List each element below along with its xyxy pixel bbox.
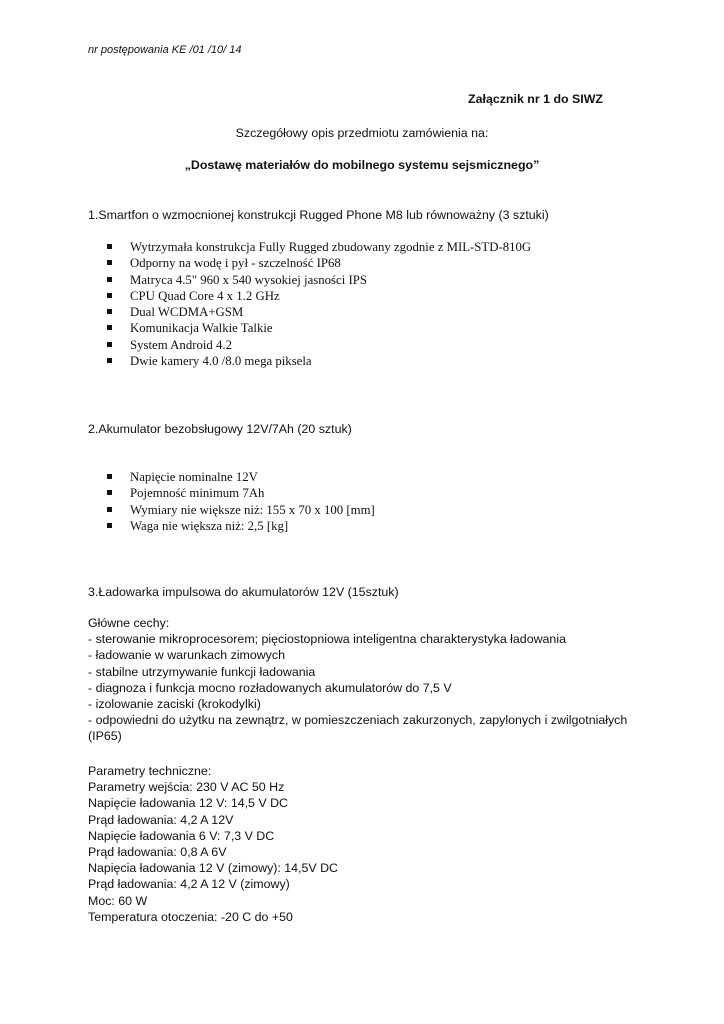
feature-line: - diagnoza i funkcja mocno rozładowanych akumulatorów do 7,5 V [88, 680, 452, 695]
document-subtitle: Szczegółowy opis przedmiotu zamówienia na: [235, 126, 489, 140]
bullet-icon [107, 490, 112, 495]
list-item: Napięcie nominalne 12V [107, 469, 375, 485]
list-item: Komunikacja Walkie Talkie [107, 320, 531, 336]
list-item: Wytrzymała konstrukcja Fully Rugged zbudowany zgodnie z MIL-STD-810G [107, 239, 531, 255]
section-3-heading: 3.Ładowarka impulsowa do akumulatorów 12V (15sztuk) [88, 585, 399, 599]
bullet-icon [107, 358, 112, 363]
params-block [88, 763, 648, 925]
bullet-icon [107, 309, 112, 314]
section-1-heading: 1.Smartfon o wzmocnionej konstrukcji Rugged Phone M8 lub równoważny (3 sztuki) [88, 208, 549, 222]
bullet-icon [107, 342, 112, 347]
list-item: CPU Quad Core 4 x 1.2 GHz [107, 288, 531, 304]
features-label: Główne cechy: [88, 616, 170, 630]
section-2-list [107, 469, 375, 534]
param-line: Prąd ładowania: 4,2 A 12 V (zimowy) [88, 877, 290, 892]
list-item: Wymiary nie większe niż: 155 x 70 x 100 [mm] [107, 502, 375, 518]
bullet-icon [107, 260, 112, 265]
bullet-icon [107, 523, 112, 528]
procedure-number: nr postępowania KE /01 /10/ 14 [88, 44, 242, 56]
param-line: Napięcie ładowania 6 V: 7,3 V DC [88, 828, 275, 843]
bullet-icon [107, 277, 112, 282]
list-item: System Android 4.2 [107, 337, 531, 353]
list-item: Dual WCDMA+GSM [107, 304, 531, 320]
param-line: Napięcie ładowania 12 V: 14,5 V DC [88, 796, 288, 811]
feature-line: - odpowiedni do użytku na zewnątrz, w pomieszczeniach zakurzonych, zapylonych i zwilgotniałych (IP65) [88, 713, 628, 744]
features-block [88, 615, 648, 745]
bullet-icon [107, 507, 112, 512]
document-title: „Dostawę materiałów do mobilnego systemu sejsmicznego” [184, 158, 540, 172]
param-line: Parametry wejścia: 230 V AC 50 Hz [88, 780, 285, 795]
list-item: Matryca 4.5" 960 x 540 wysokiej jasności IPS [107, 272, 531, 288]
section-2-heading: 2.Akumulator bezobsługowy 12V/7Ah (20 sztuk) [88, 422, 352, 436]
feature-line: - ładowanie w warunkach zimowych [88, 648, 285, 663]
bullet-icon [107, 244, 112, 249]
param-line: Prąd ładowania: 4,2 A 12V [88, 812, 234, 827]
feature-line: - stabilne utrzymywanie funkcji ładowania [88, 664, 316, 679]
annex-label: Załącznik nr 1 do SIWZ [468, 92, 603, 106]
list-item: Pojemność minimum 7Ah [107, 485, 375, 501]
section-1-list [107, 239, 531, 369]
bullet-icon [107, 293, 112, 298]
params-label: Parametry techniczne: [88, 764, 212, 778]
feature-line: - izolowanie zaciski (krokodylki) [88, 697, 261, 712]
param-line: Temperatura otoczenia: -20 C do +50 [88, 909, 293, 924]
bullet-icon [107, 474, 112, 479]
param-line: Napięcia ładowania 12 V (zimowy): 14,5V DC [88, 861, 338, 876]
param-line: Moc: 60 W [88, 893, 148, 908]
param-line: Prąd ładowania: 0,8 A 6V [88, 845, 227, 860]
list-item: Dwie kamery 4.0 /8.0 mega piksela [107, 353, 531, 369]
bullet-icon [107, 325, 112, 330]
list-item: Odporny na wodę i pył - szczelność IP68 [107, 255, 531, 271]
feature-line: - sterowanie mikroprocesorem; pięciostopniowa inteligentna charakterystyka ładowania [88, 632, 566, 647]
list-item: Waga nie większa niż: 2,5 [kg] [107, 518, 375, 534]
